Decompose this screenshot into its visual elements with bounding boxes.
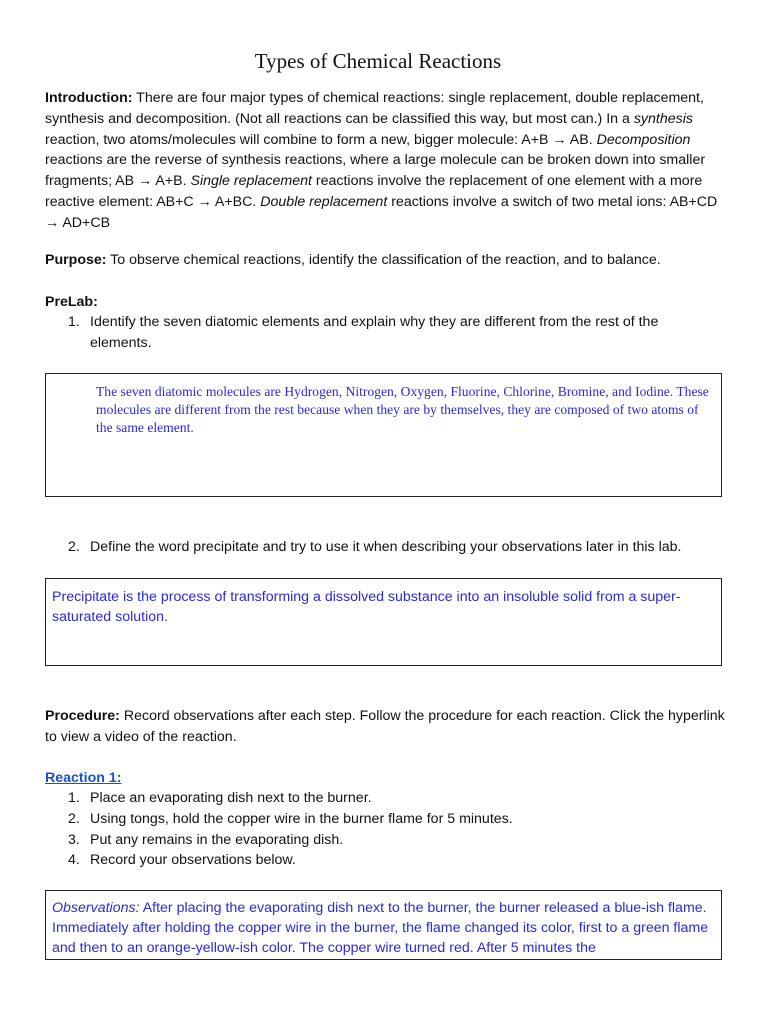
step-text: Using tongs, hold the copper wire in the burner flame for 5 minutes. [90, 810, 513, 827]
step-number: 1. [68, 790, 80, 806]
introduction-text: There are four major types of chemical reactions: single replacement, double replacement, synthesis and decomposition. (Not all reactions can be classified this way, but most can.) In a [45, 90, 704, 127]
question-number: 1. [68, 314, 80, 330]
step-text: Place an evaporating dish next to the burner. [90, 790, 372, 806]
step-number: 2. [68, 810, 80, 827]
introduction-text: reactions are the reverse of synthesis reactions, where a large molecule can be broken down into smaller fragments; AB → A+B. [45, 152, 706, 190]
answer-text-2: Precipitate is the process of transforming a dissolved substance into an insoluble solid from a super-saturated solution. [52, 589, 681, 625]
introduction-text: reactions involve a switch of two metal ions: AB+CD → AD+CB [45, 193, 718, 231]
step-number: 3. [68, 831, 80, 848]
prelab-heading: PreLab: [45, 294, 98, 310]
procedure-paragraph [45, 706, 725, 748]
introduction-text: reactions involve the replacement of one element with a more reactive element: AB+C → A+BC. [45, 173, 703, 210]
list-item [0, 850, 720, 871]
list-item [0, 788, 720, 809]
observations-label: Observations: [52, 900, 140, 916]
reaction-1-link[interactable]: Reaction 1: [45, 770, 122, 786]
question-text: Define the word precipitate and try to use it when describing your observations later in this lab. [90, 539, 682, 555]
reaction-1-steps [0, 788, 720, 871]
double-replacement-term: Double replacement [260, 193, 388, 210]
purpose-paragraph [45, 250, 725, 271]
observations-box[interactable] [45, 890, 722, 960]
reaction-1-heading [45, 768, 725, 789]
observations-text [52, 898, 713, 958]
purpose-text: To observe chemical reactions, identify the classification of the reaction, and to balance. [106, 252, 661, 268]
question-number: 2. [68, 539, 80, 555]
decomposition-term: Decomposition [596, 131, 691, 148]
step-text: Put any remains in the evaporating dish. [90, 831, 344, 848]
question-text: Identify the seven diatomic elements and explain why they are different from the rest of the elements. [90, 314, 659, 351]
answer-box-2[interactable] [45, 578, 722, 666]
list-item [0, 830, 720, 851]
purpose-label: Purpose: [45, 252, 107, 268]
page-title: Types of Chemical Reactions [254, 49, 502, 73]
list-item [0, 809, 720, 830]
introduction-paragraph [45, 88, 725, 234]
single-replacement-term: Single replacement [190, 173, 312, 190]
step-number: 4. [68, 852, 80, 869]
step-text: Record your observations below. [90, 852, 296, 869]
answer-box-1[interactable] [45, 373, 722, 497]
procedure-label: Procedure: [45, 708, 120, 724]
prelab-question-2 [0, 537, 720, 558]
prelab-question-1 [0, 312, 720, 354]
introduction-text: reaction, two atoms/molecules will combine to form a new, bigger molecule: A+B → AB. [45, 131, 597, 148]
procedure-text: Record observations after each step. Follow the procedure for each reaction. Click the hyperlink to view a video of the reaction. [45, 708, 725, 745]
introduction-label: Introduction: [45, 90, 133, 106]
answer-text-1: The seven diatomic molecules are Hydrogen, Nitrogen, Oxygen, Fluorine, Chlorine, Bromine, and Iodine. These molecules are different from the rest because when they are by themselves, they are composed of two atoms of the same element. [96, 384, 709, 435]
observations-body: After placing the evaporating dish next to the burner, the burner released a blue-ish flame. Immediately after holding the copper wire in the burner, the flame changed its color, first to a green flame and then to an orange-yellow-ish color. The copper wire turned red. After 5 minutes the [52, 900, 709, 956]
synthesis-term: synthesis [633, 110, 693, 127]
